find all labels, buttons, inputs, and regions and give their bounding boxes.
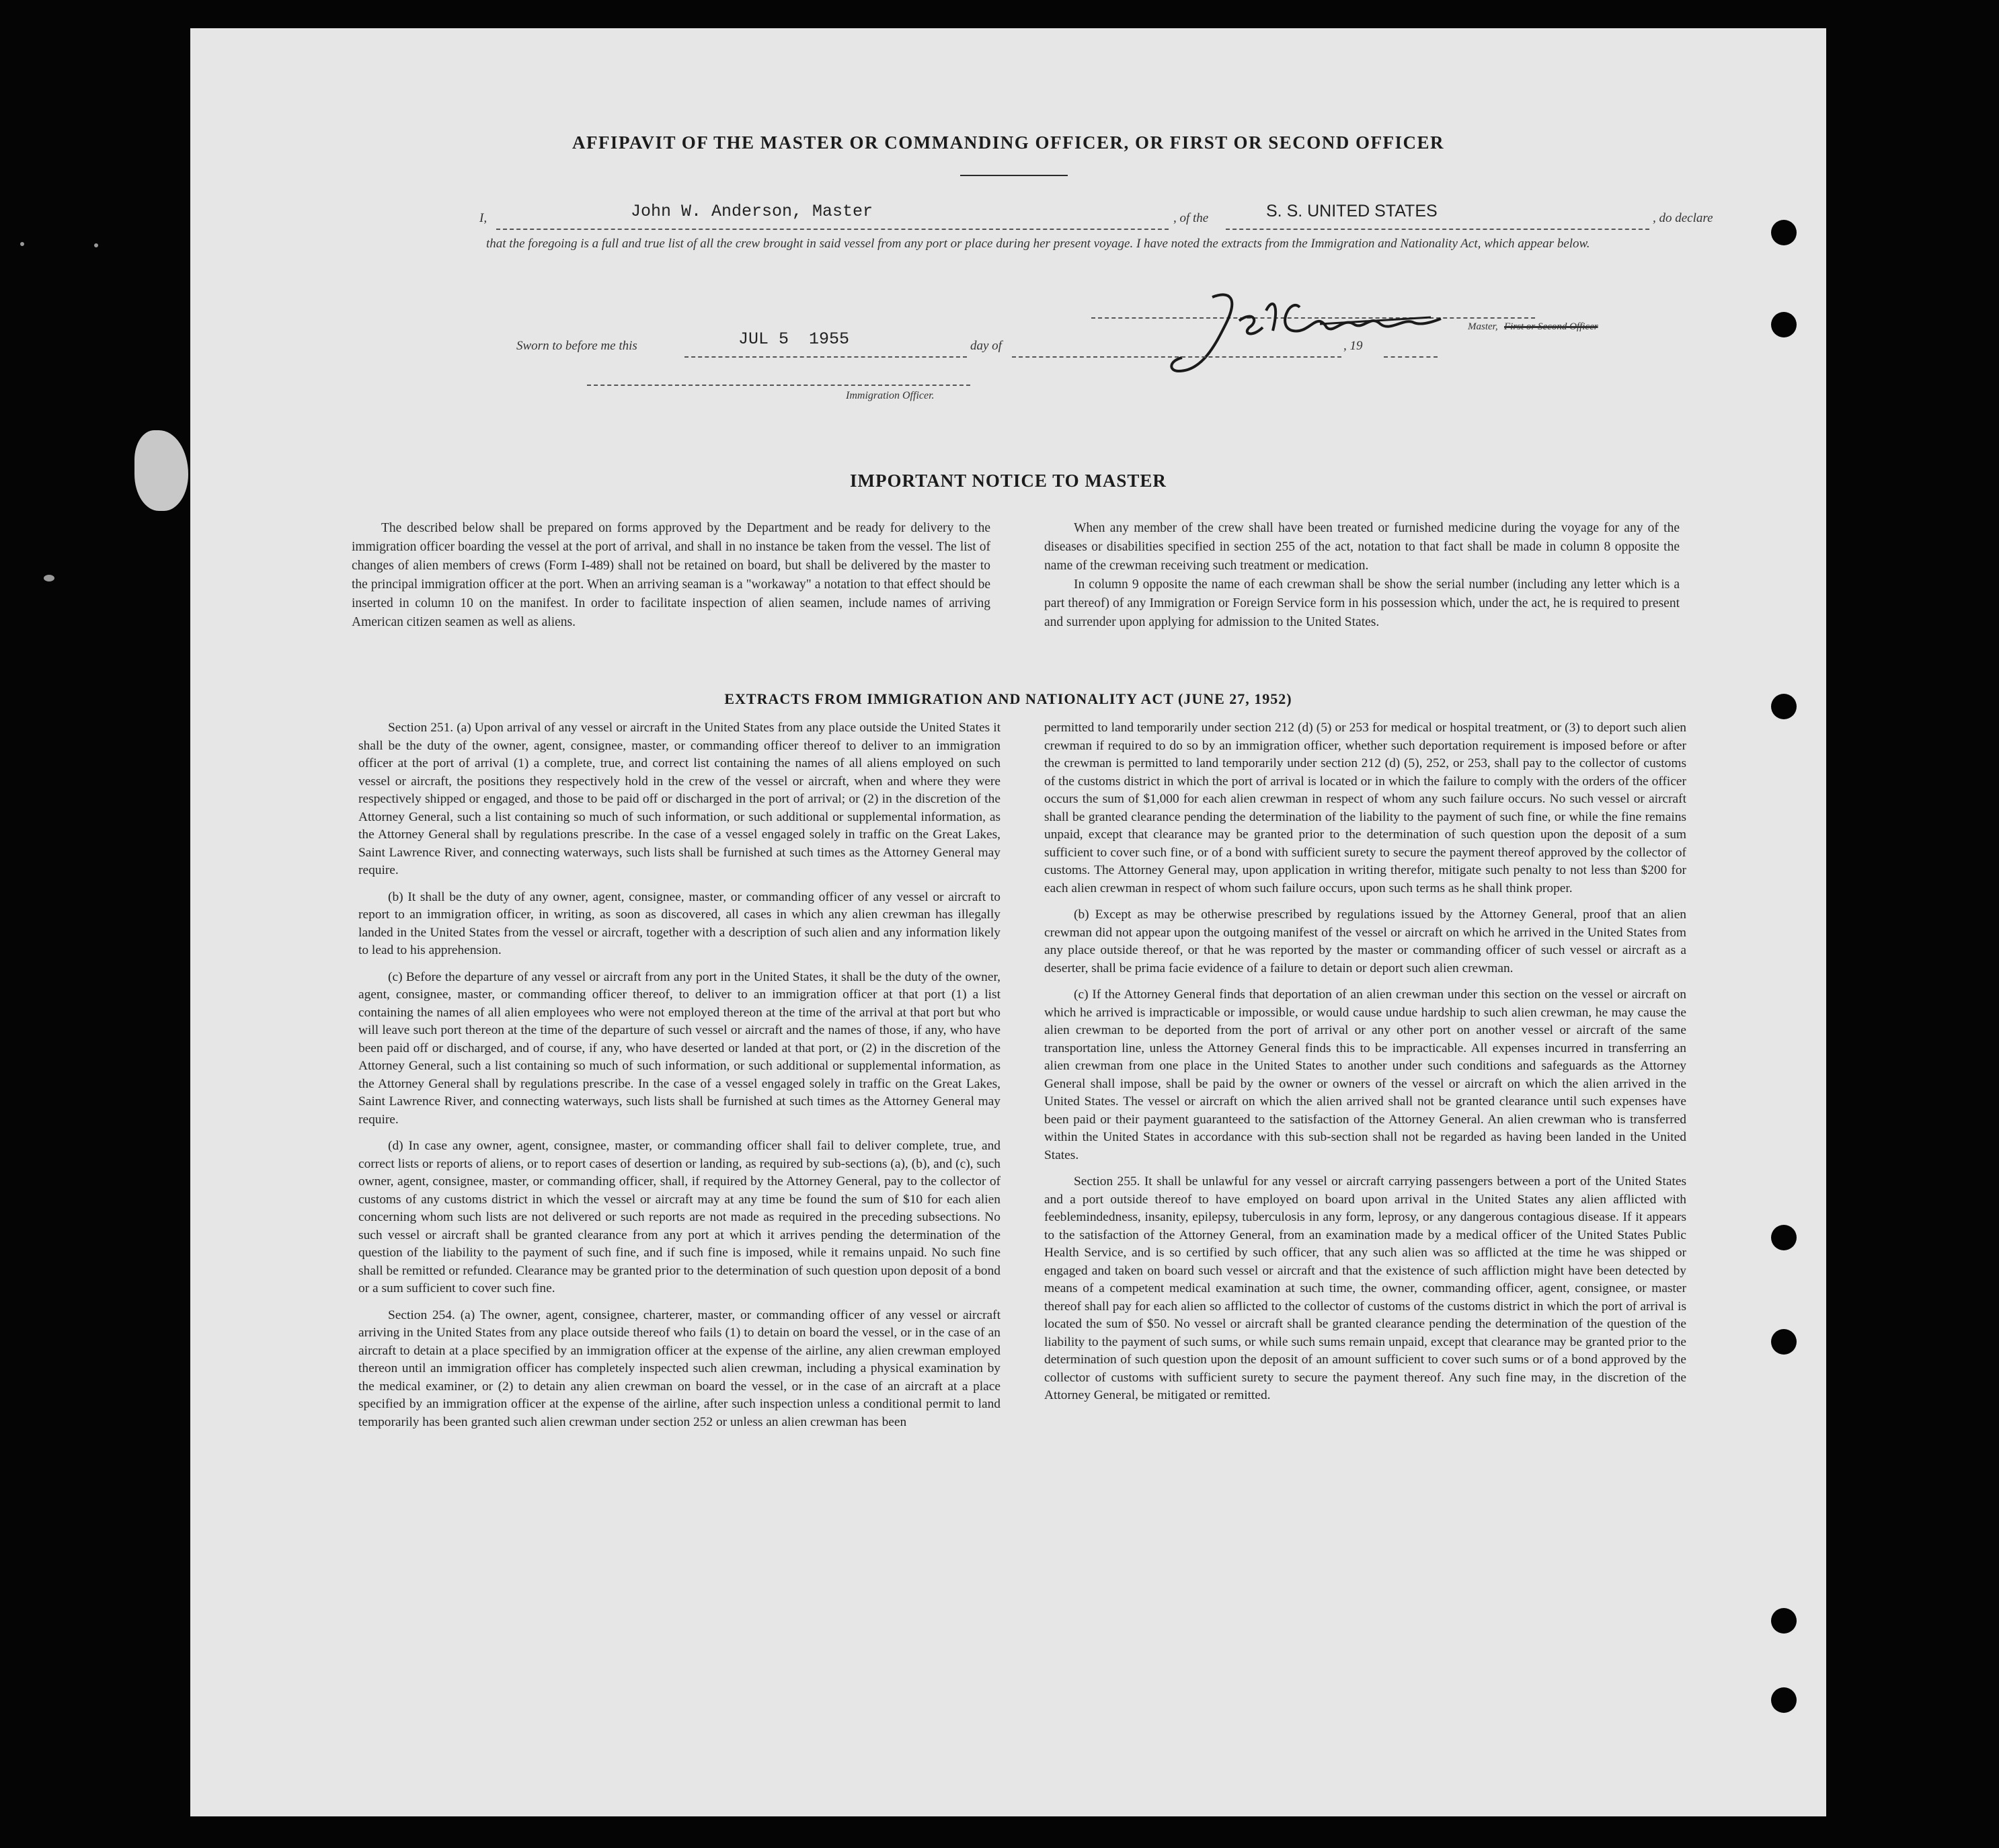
punch-hole: [1771, 694, 1797, 719]
day-of-line: [1012, 356, 1341, 358]
sworn-date-line: [684, 356, 967, 358]
section-254-c: (c) If the Attorney General finds that deportation of an alien crewman under this section on the vessel or aircraft on which he arrived is impracticable or impossible, or would cause undue hardship to such alien crewman, he may cause the alien crewman to be deported from the port of arrival or any other port on another vessel or aircraft of the same transportation line, unless the Attorney General finds this to be impracticable. All expenses incurred in transferring an alien crewman from one place in the United States to another under such conditions and safeguards as the Attorney General shall impose, shall be paid by the owner or owners of the vessel or aircraft on which the alien arrived in the United States. The vessel or aircraft on which the alien arrived shall not be granted clearance until such expenses have been paid or their payment guaranteed to the satisfaction of the Attorney General. An alien crewman who is transferred within the United States in accordance with this sub-section shall not be regarded as having been landed in the United States.: [1044, 988, 1686, 1162]
notice-left-column: [352, 519, 990, 632]
scan-artifact: [20, 242, 24, 246]
year-label: , 19: [1343, 339, 1363, 353]
affidavit-title: AFFIPAVIT OF THE MASTER OR COMMANDING OFFICER, OR FIRST OR SECOND OFFICER: [572, 132, 1445, 153]
section-254-b: (b) Except as may be otherwise prescribed by regulations issued by the Attorney General, proof that an alien crewman did not appear upon the outgoing manifest of the vessel or aircraft on which he arrived in the United States from any place outside thereof, or that he was reported by the master or commanding officer of such vessel or aircraft as a deserter, shall be prima facie evidence of a failure to detain or deport such alien crewman.: [1044, 908, 1686, 975]
scan-artifact: [94, 243, 98, 247]
section-251-a: Section 251. (a) Upon arrival of any vessel or aircraft in the United States from any place outside the United States it shall be the duty of the owner, agent, consignee, master, or commanding officer thereof to deliver to an immigration officer at the port of arrival (1) a complete, true, and correct list containing the names of all aliens employed on such vessel or aircraft, the positions they respectively hold in the crew of the vessel or aircraft, when and where they were respectively shipped or engaged, and those to be paid off or discharged in the port of arrival; or (2) in the discretion of the Attorney General, such a list containing so much of such information, or such additional or supplemental information, as the Attorney General shall by regulations prescribe. In the case of a vessel engaged solely in traffic on the Great Lakes, Saint Lawrence River, and connecting waterways, such lists shall be furnished at such times as the Attorney General may require.: [358, 721, 1001, 877]
struck-officer-label: First or Second Officer: [1504, 321, 1598, 332]
extracts-left-column: [358, 719, 1001, 1440]
do-declare-label: , do declare: [1653, 211, 1713, 225]
punch-hole: [1771, 312, 1797, 337]
notice-heading: IMPORTANT NOTICE TO MASTER: [850, 471, 1167, 491]
immigration-officer-label: Immigration Officer.: [846, 390, 935, 401]
notice-right-paragraph-2: In column 9 opposite the name of each crewman shall be show the serial number (including any letter which is a part thereof) of any Immigration or Foreign Service form in his possession which, under the act, he is required to present and surrender upon applying for admission to the United States.: [1044, 577, 1680, 629]
of-the-label: , of the: [1173, 211, 1209, 225]
day-of-label: day of: [970, 339, 1002, 353]
section-254-a-continued: permitted to land temporarily under section 212 (d) (5) or 253 for medical or hospital treatment, or (3) to deport such alien crewman if required to do so by an immigration officer, whether such deportation requirement is imposed before or after the crewman is permitted to land temporarily under section 212 (d) (5), 252, or 253, shall pay to the collector of customs of the customs district in which the port of arrival is located or in which the failure to comply with the orders of the officer occurs the sum of $1,000 for each alien crewman in respect of whom any such failure occurs. No such vessel or aircraft shall be granted clearance pending the determination of the liability to the payment of such fine, or while the fine remains unpaid, except that clearance may be granted prior to the determination of such question upon the deposit of a sum sufficient to cover such fine, or of a bond with sufficient surety to secure the payment thereof approved by the collector of customs. The Attorney General may, upon application in writing therefor, mitigate such penalty to not less than $200 for each alien crewman in respect of whom such failure occurs, upon such terms as he shall think proper.: [1044, 721, 1686, 895]
section-251-c: (c) Before the departure of any vessel or aircraft from any port in the United States, it shall be the duty of the owner, agent, consignee, master, or commanding officer thereof, to deliver to an immigration officer at that port (1) a list containing the names of all alien employees who were not employed thereon at the time of the arrival at that port but who will leave such port thereon at the time of the departure of such vessel or aircraft and the names of those, if any, who have been paid off or discharged, and of course, if any, who have deserted or landed at that port, or (2) in the discretion of the Attorney General, such a list containing so much of such information, or such additional or supplemental information, as the Attorney General shall by regulations prescribe. In the case of a vessel engaged solely in traffic on the Great Lakes, Saint Lawrence River, and connecting waterways, such lists shall be furnished at such times as the Attorney General may require.: [358, 969, 1001, 1127]
title-underline: [960, 175, 1068, 176]
year-line: [1384, 356, 1438, 358]
punch-hole: [1771, 1329, 1797, 1355]
punch-hole: [1771, 220, 1797, 245]
master-name-value: John W. Anderson, Master: [631, 202, 873, 221]
master-label: Master,: [1468, 321, 1498, 332]
punch-hole: [1771, 1608, 1797, 1634]
section-255: Section 255. It shall be unlawful for any vessel or aircraft carrying passengers between a port of the United States and a port outside thereof to have employed on board upon arrival in the United States any alien afflicted with feeblemindedness, insanity, epilepsy, tuberculosis in any form, leprosy, or any dangerous contagious disease. If it appears to the satisfaction of the Attorney General, from an examination made by a medical officer of the United States Public Health Service, and is so certified by such officer, that any such alien was so afflicted at the time he was shipped or engaged and taken on board such vessel or aircraft and that the existence of such affliction might have been detected by means of a competent medical examination at such time, the owner, commanding officer, agent, consignee, or master thereof shall pay for each alien so afflicted to the collector of customs of the customs district in which the port of arrival is located the sum of $50. No vessel or aircraft shall be granted clearance pending the determination of the question of the liability to the payment of such sums, or while such sums remain unpaid, except that clearance may be granted prior to the determination of such question upon the deposit of an amount sufficient to cover such sums or of a bond approved by the collector of customs with sufficient surety to secure the payment thereof. Any such fine may, in the discretion of the Attorney General, be mitigated or remitted.: [1044, 1174, 1686, 1402]
section-251-b: (b) It shall be the duty of any owner, agent, consignee, master, or commanding officer of any vessel or aircraft to report to an immigration officer, in writing, as soon as discovered, all cases in which any alien crewman has illegally landed in the United States from the vessel or aircraft, together with a description of such alien and any information likely to lead to his apprehension.: [358, 889, 1001, 957]
punch-hole: [1771, 1687, 1797, 1713]
notice-left-paragraph: The described below shall be prepared on forms approved by the Department and be ready for delivery to the immigration officer boarding the vessel at the port of arrival, and shall in no instance be taken from the vessel. The list of changes of alien members of crews (Form I-489) shall not be retained on board, but shall be delivered by the master to the principal immigration officer at the port. When an arriving seaman is a "workaway" a notation to that effect should be inserted in column 10 on the manifest. In order to facilitate inspection of alien seamen, include names of arriving American citizen seamen as well as aliens.: [352, 521, 990, 629]
scan-artifact: [44, 575, 54, 581]
sworn-date-value: JUL 5 1955: [738, 329, 850, 349]
declaration-text: that the foregoing is a full and true list of all the crew brought in said vessel from any port or place during her present voyage. I have noted the extracts from the Immigration and Nationality Act, which appear below.: [486, 237, 1590, 251]
vessel-name-value: S. S. UNITED STATES: [1266, 202, 1438, 220]
extracts-heading: EXTRACTS FROM IMMIGRATION AND NATIONALITY ACT (JUNE 27, 1952): [724, 690, 1292, 707]
notice-right-paragraph-1: When any member of the crew shall have been treated or furnished medicine during the voyage for any of the diseases or disabilities specified in section 255 of the act, notation to that fact shall be made in column 8 opposite the name of the crewman receiving such treatment or medication.: [1044, 521, 1680, 573]
immigration-officer-line: [587, 385, 970, 386]
vessel-line: [1226, 229, 1649, 230]
scan-artifact: [134, 430, 188, 511]
signature-image: [1165, 270, 1448, 378]
name-line: [496, 229, 1169, 230]
punch-hole: [1771, 1225, 1797, 1250]
document-page: [190, 28, 1826, 1816]
section-251-d: (d) In case any owner, agent, consignee, master, or commanding officer shall fail to deliver complete, true, and correct lists or reports of aliens, or to report cases of desertion or landing, as required by sub-sections (a), (b), and (c), such owner, agent, consignee, master, or commanding officer, shall, if required by the Attorney General, pay to the collector of customs of any customs district in which the vessel or aircraft may at any time be found the sum of $10 for each alien concerning whom such lists are not delivered or such reports are not made as required in the preceding subsections. No such vessel or aircraft shall be granted clearance from any port at which it arrives pending the determination of the question of the liability to the payment of such fine, and if such fine is imposed, while it remains unpaid. No such fine shall be remitted or refunded. Clearance may be granted prior to the determination of such question upon deposit of a bond or a sum sufficient to cover such fine.: [358, 1139, 1001, 1295]
sworn-label: Sworn to before me this: [516, 339, 637, 353]
notice-right-column: [1044, 519, 1680, 632]
section-254-a: Section 254. (a) The owner, agent, consignee, charterer, master, or commanding officer of any vessel or aircraft arriving in the United States from any place outside thereof who fails (1) to detain on board the vessel, or in the case of an aircraft to detain at a place specified by an immigration officer at the expense of the airline, any alien crewman employed thereon until an immigration officer has completely inspected such alien crewman, including a physical examination by the medical examiner, or (2) to detain any alien crewman on board the vessel, or in the case of an aircraft at a place specified by an immigration officer at the expense of the airline, after such inspection unless a conditional permit to land temporarily has been granted such alien crewman under section 252 or unless an alien crewman has been: [358, 1308, 1001, 1429]
extracts-right-column: [1044, 719, 1686, 1414]
i-label: I,: [479, 211, 487, 225]
